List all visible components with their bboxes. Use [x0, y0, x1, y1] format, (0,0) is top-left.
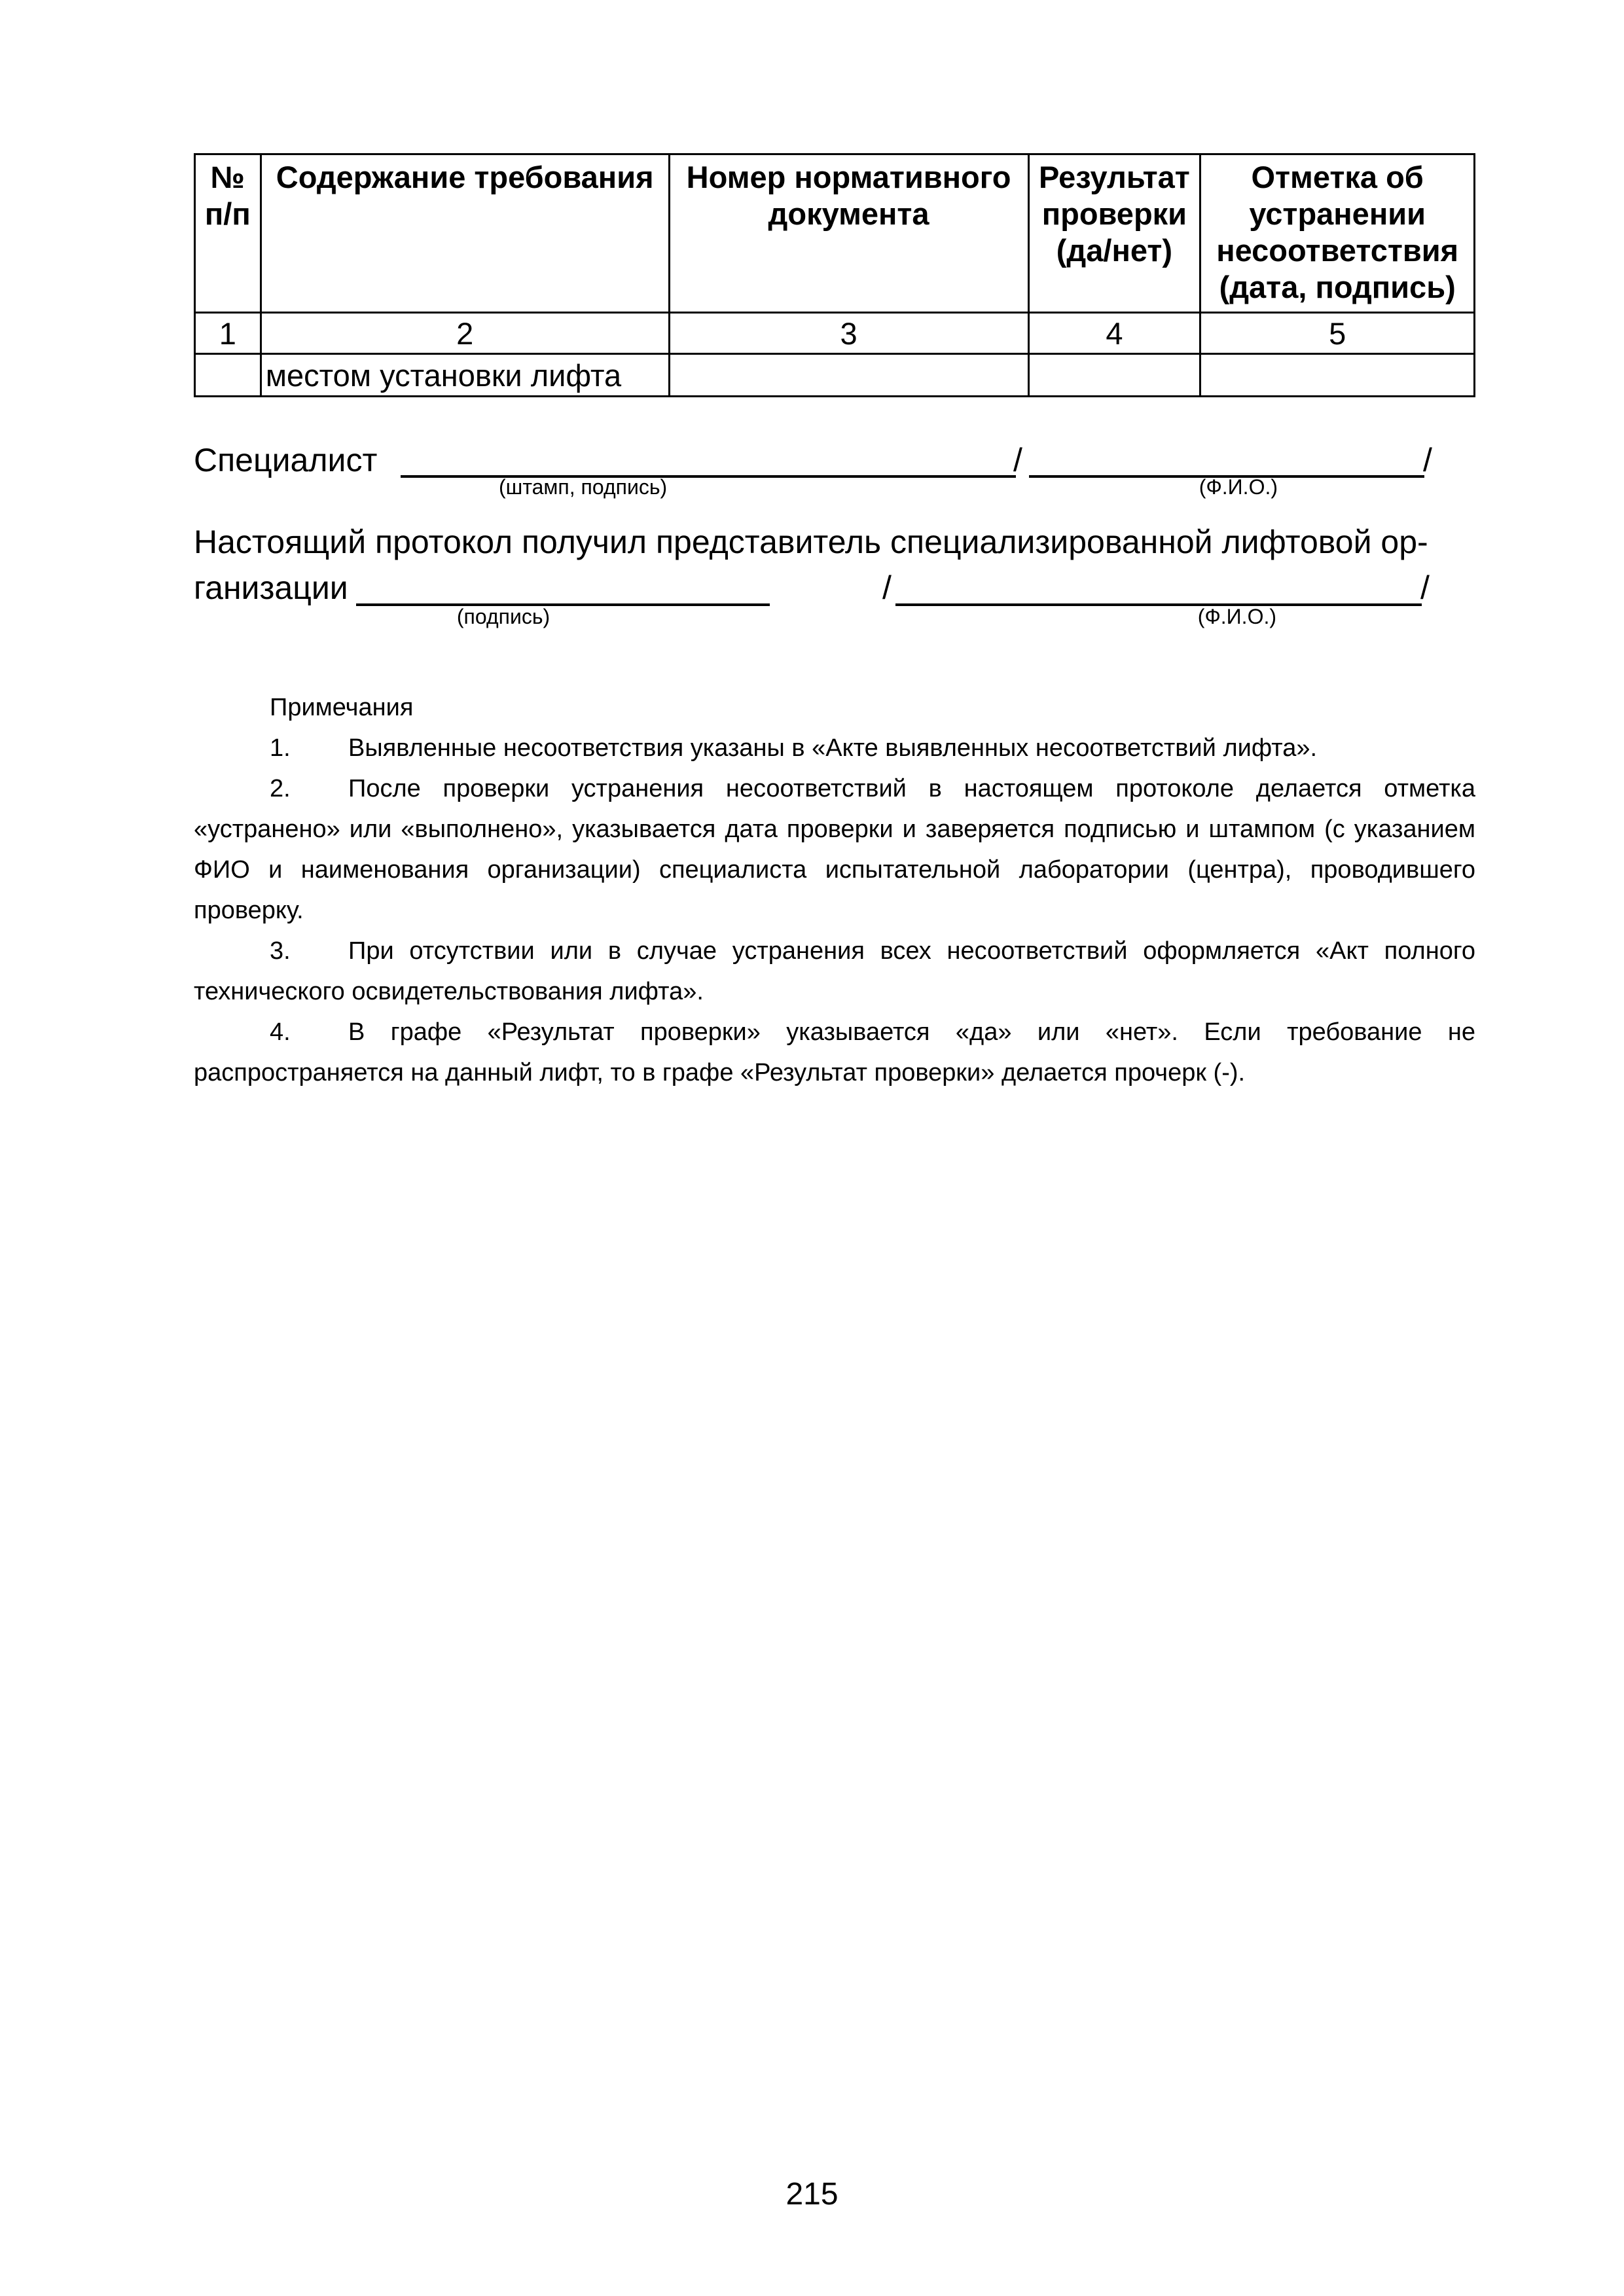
table-cell [1200, 354, 1475, 397]
note-text: В графе «Результат проверки» указывается «да» или «нет». Если требование не распространяется на данный лифт, то в графе «Результат проверки» делается прочерк (-). [194, 1018, 1475, 1086]
requirements-table [194, 153, 1475, 397]
header-check-result: Результат проверки (да/нет) [1028, 154, 1200, 313]
note-number: 4. [270, 1018, 291, 1046]
received-sign-caption: (подпись) [456, 605, 550, 628]
table-cell [669, 354, 1028, 397]
specialist-label: Специалист [194, 442, 378, 478]
note-item [194, 728, 1475, 768]
table-cell [1028, 354, 1200, 397]
note-text: После проверки устранения несоответствий в настоящем протоколе делается отметка «устранено» или «выполнено», указывается дата проверки и заверяется подписью и штампом (с указанием ФИО и наименования организации) специалиста испытательной лаборатории (центра), проводившего проверку. [194, 775, 1475, 924]
table-cell: местом установки лифта [261, 354, 669, 397]
notes-section [194, 687, 1475, 1093]
header-number: № п/п [195, 154, 261, 313]
column-number: 5 [1200, 313, 1475, 354]
column-number: 4 [1028, 313, 1200, 354]
note-text: При отсутствии или в случае устранения всех несоответствий оформляется «Акт полного технического освидетельствования лифта». [194, 937, 1475, 1005]
note-item [194, 768, 1475, 931]
note-item [194, 931, 1475, 1012]
column-number: 3 [669, 313, 1028, 354]
received-text-line2: ганизации [194, 569, 348, 606]
received-slash: / [882, 569, 892, 606]
table-cell [195, 354, 261, 397]
received-slash-end: / [1420, 569, 1430, 606]
column-number-row [195, 313, 1475, 354]
received-text-line1: Настоящий протокол получил представитель специализированной лифтовой ор- [194, 524, 1428, 560]
specialist-slash-end: / [1423, 442, 1432, 478]
notes-title: Примечания [270, 694, 414, 721]
specialist-sign-caption: (штамп, подпись) [499, 475, 668, 499]
table-header-row [195, 154, 1475, 313]
column-number: 2 [261, 313, 669, 354]
header-nonconformity-mark: Отметка об устранении несоответствия (дата, подпись) [1200, 154, 1475, 313]
note-item [194, 1012, 1475, 1093]
note-number: 2. [270, 775, 291, 802]
header-normative-doc: Номер нормативного документа [669, 154, 1028, 313]
page-number: 215 [785, 2177, 839, 2212]
specialist-name-caption: (Ф.И.О.) [1199, 475, 1278, 499]
column-number: 1 [195, 313, 261, 354]
header-requirement: Содержание требования [261, 154, 669, 313]
note-text: Выявленные несоответствия указаны в «Акте выявленных несоответствий лифта». [348, 734, 1318, 762]
specialist-slash: / [1013, 442, 1022, 478]
table-row [195, 354, 1475, 397]
note-number: 3. [270, 937, 291, 965]
received-name-caption: (Ф.И.О.) [1197, 605, 1276, 628]
note-number: 1. [270, 734, 291, 762]
